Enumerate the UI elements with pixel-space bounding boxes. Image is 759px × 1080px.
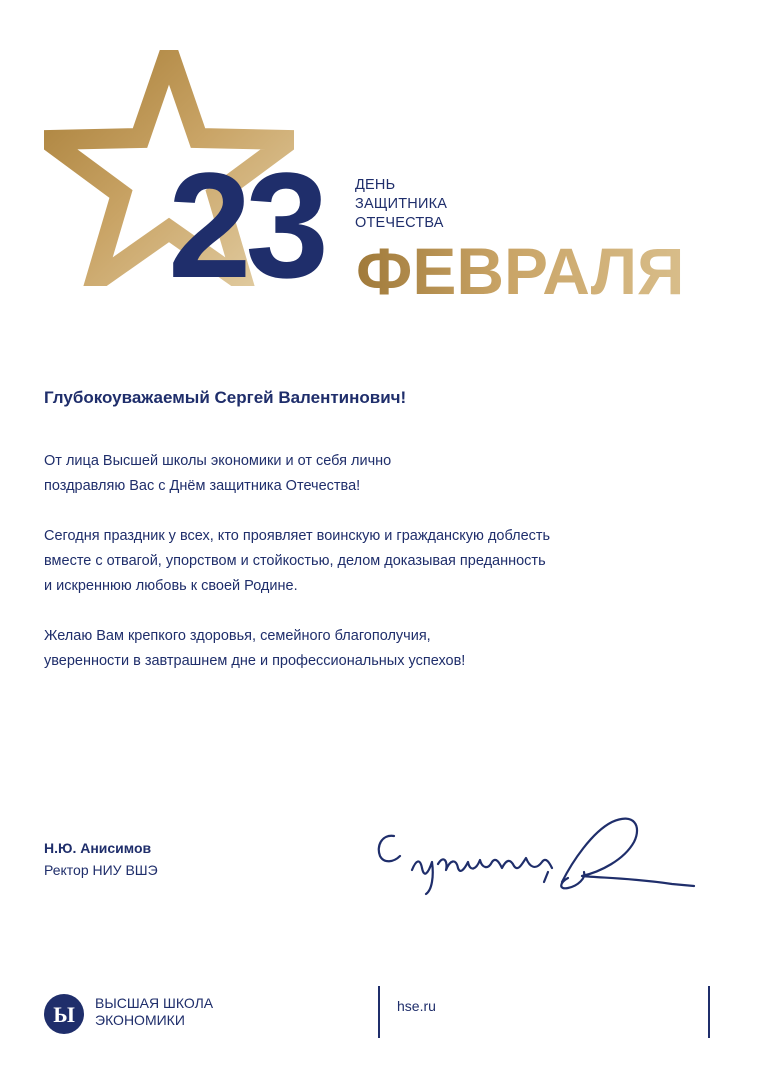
paragraph-line: вместе с отвагой, упорством и стойкостью, делом доказывая преданность [44,553,546,569]
paragraph-line: Желаю Вам крепкого здоровья, семейного благополучия, [44,628,431,644]
holiday-day-number: 23 [168,141,323,309]
footer-divider [378,986,380,1038]
holiday-caption-line: ЗАЩИТНИКА [355,196,448,212]
hse-logo-glyph-icon [44,994,84,1034]
handwritten-signature [372,812,702,902]
svg-text:Ы: Ы [53,1002,75,1027]
paragraph-holiday [44,524,550,599]
paragraph-line: и искреннюю любовь к своей Родине. [44,578,298,594]
salutation: Глубокоуважаемый Сергей Валентинович! [44,388,407,407]
signer-name: Н.Ю. Анисимов [44,840,152,856]
hse-logo-icon [44,994,84,1034]
signer-title: Ректор НИУ ВШЭ [44,862,158,878]
paragraph-greeting [44,449,391,499]
org-name-line: ВЫСШАЯ ШКОЛА [95,995,214,1011]
org-name-line: ЭКОНОМИКИ [95,1012,185,1028]
holiday-caption-line: ДЕНЬ [355,177,396,193]
paragraph-line: Сегодня праздник у всех, кто проявляет воинскую и гражданскую доблесть [44,528,551,544]
holiday-caption [355,176,447,233]
paragraph-line: От лица Высшей школы экономики и от себя лично [44,453,392,469]
holiday-month: ФЕВРАЛЯ [356,234,685,308]
holiday-caption-line: ОТЕЧЕСТВА [355,215,444,231]
paragraph-line: поздравляю Вас с Днём защитника Отечества! [44,478,361,494]
website-link[interactable]: hse.ru [397,998,436,1014]
org-name [95,995,213,1029]
paragraph-wishes [44,624,465,674]
paragraph-line: уверенности в завтрашнем дне и профессиональных успехов! [44,653,466,669]
footer-divider [708,986,710,1038]
